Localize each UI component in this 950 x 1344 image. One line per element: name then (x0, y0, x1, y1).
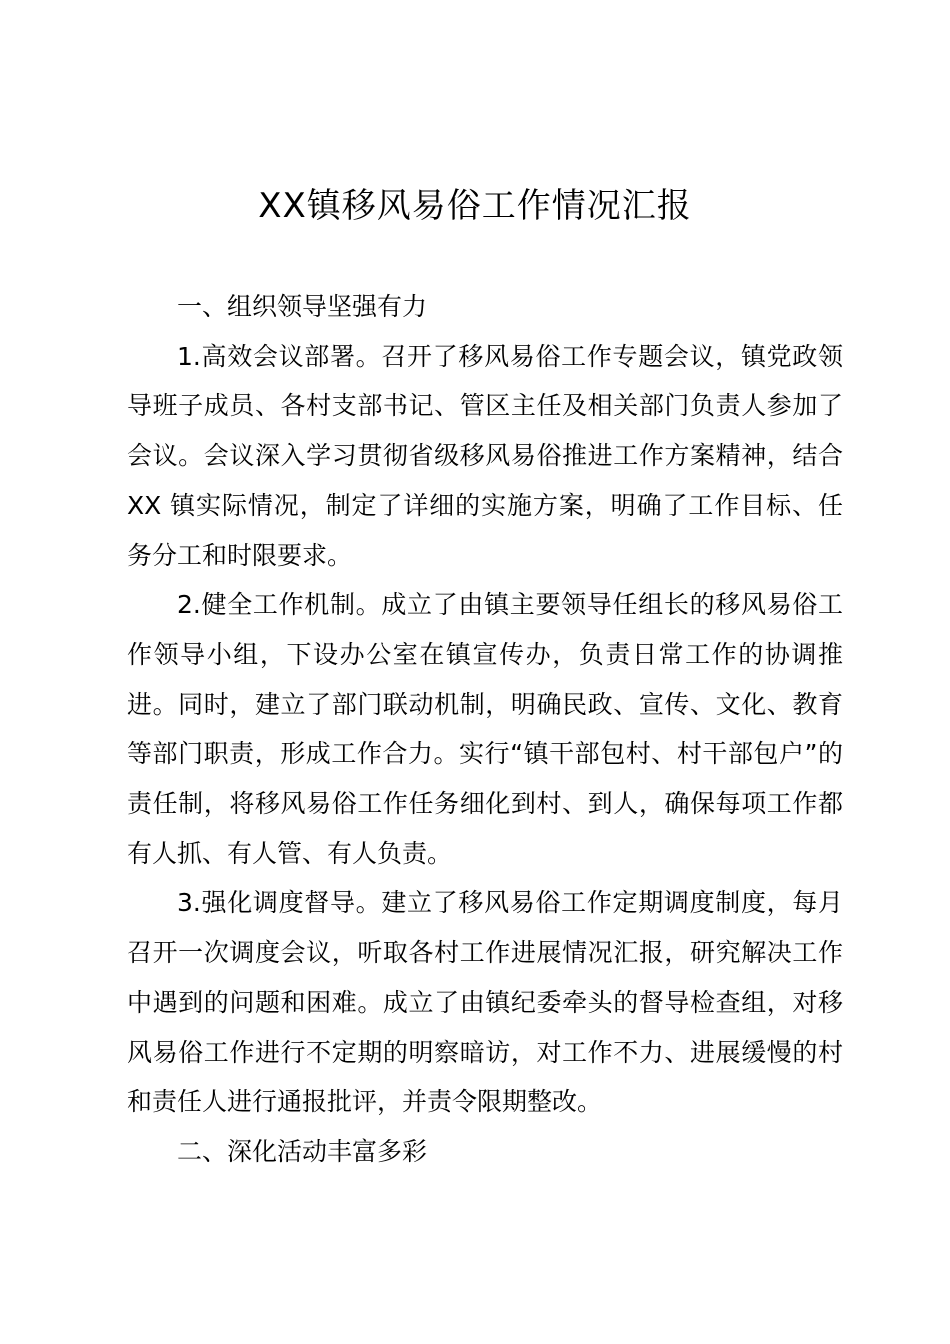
paragraph-meeting-deployment: 1.高效会议部署。召开了移风易俗工作专题会议，镇党政领导班子成员、各村支部书记、管区主任及相关部门负责人参加了会议。会议深入学习贯彻省级移风易俗推进工作方案精神，结合 XX 镇实际情况，制定了详细的实施方案，明确了工作目标、任务分工和时限要求。 (127, 341, 843, 570)
document-body (127, 282, 843, 1177)
section-heading-2: 二、深化活动丰富多彩 (177, 1136, 428, 1166)
paragraph-work-mechanism: 2.健全工作机制。成立了由镇主要领导任组长的移风易俗工作领导小组，下设办公室在镇宣传办，负责日常工作的协调推进。同时，建立了部门联动机制，明确民政、宣传、文化、教育等部门职责，形成工作合力。实行“镇干部包村、村干部包户”的责任制，将移风易俗工作任务细化到村、到人，确保每项工作都有人抓、有人管、有人负责。 (127, 590, 843, 868)
section-heading-1: 一、组织领导坚强有力 (177, 292, 428, 321)
document-title: XX镇移风易俗工作情况汇报 (258, 186, 692, 226)
paragraph-supervision: 3.强化调度督导。建立了移风易俗工作定期调度制度，每月召开一次调度会议，听取各村工作进展情况汇报，研究解决工作中遇到的问题和困难。成立了由镇纪委牵头的督导检查组，对移风易俗工作进行不定期的明察暗访，对工作不力、进展缓慢的村和责任人进行通报批评，并责令限期整改。 (127, 888, 843, 1117)
